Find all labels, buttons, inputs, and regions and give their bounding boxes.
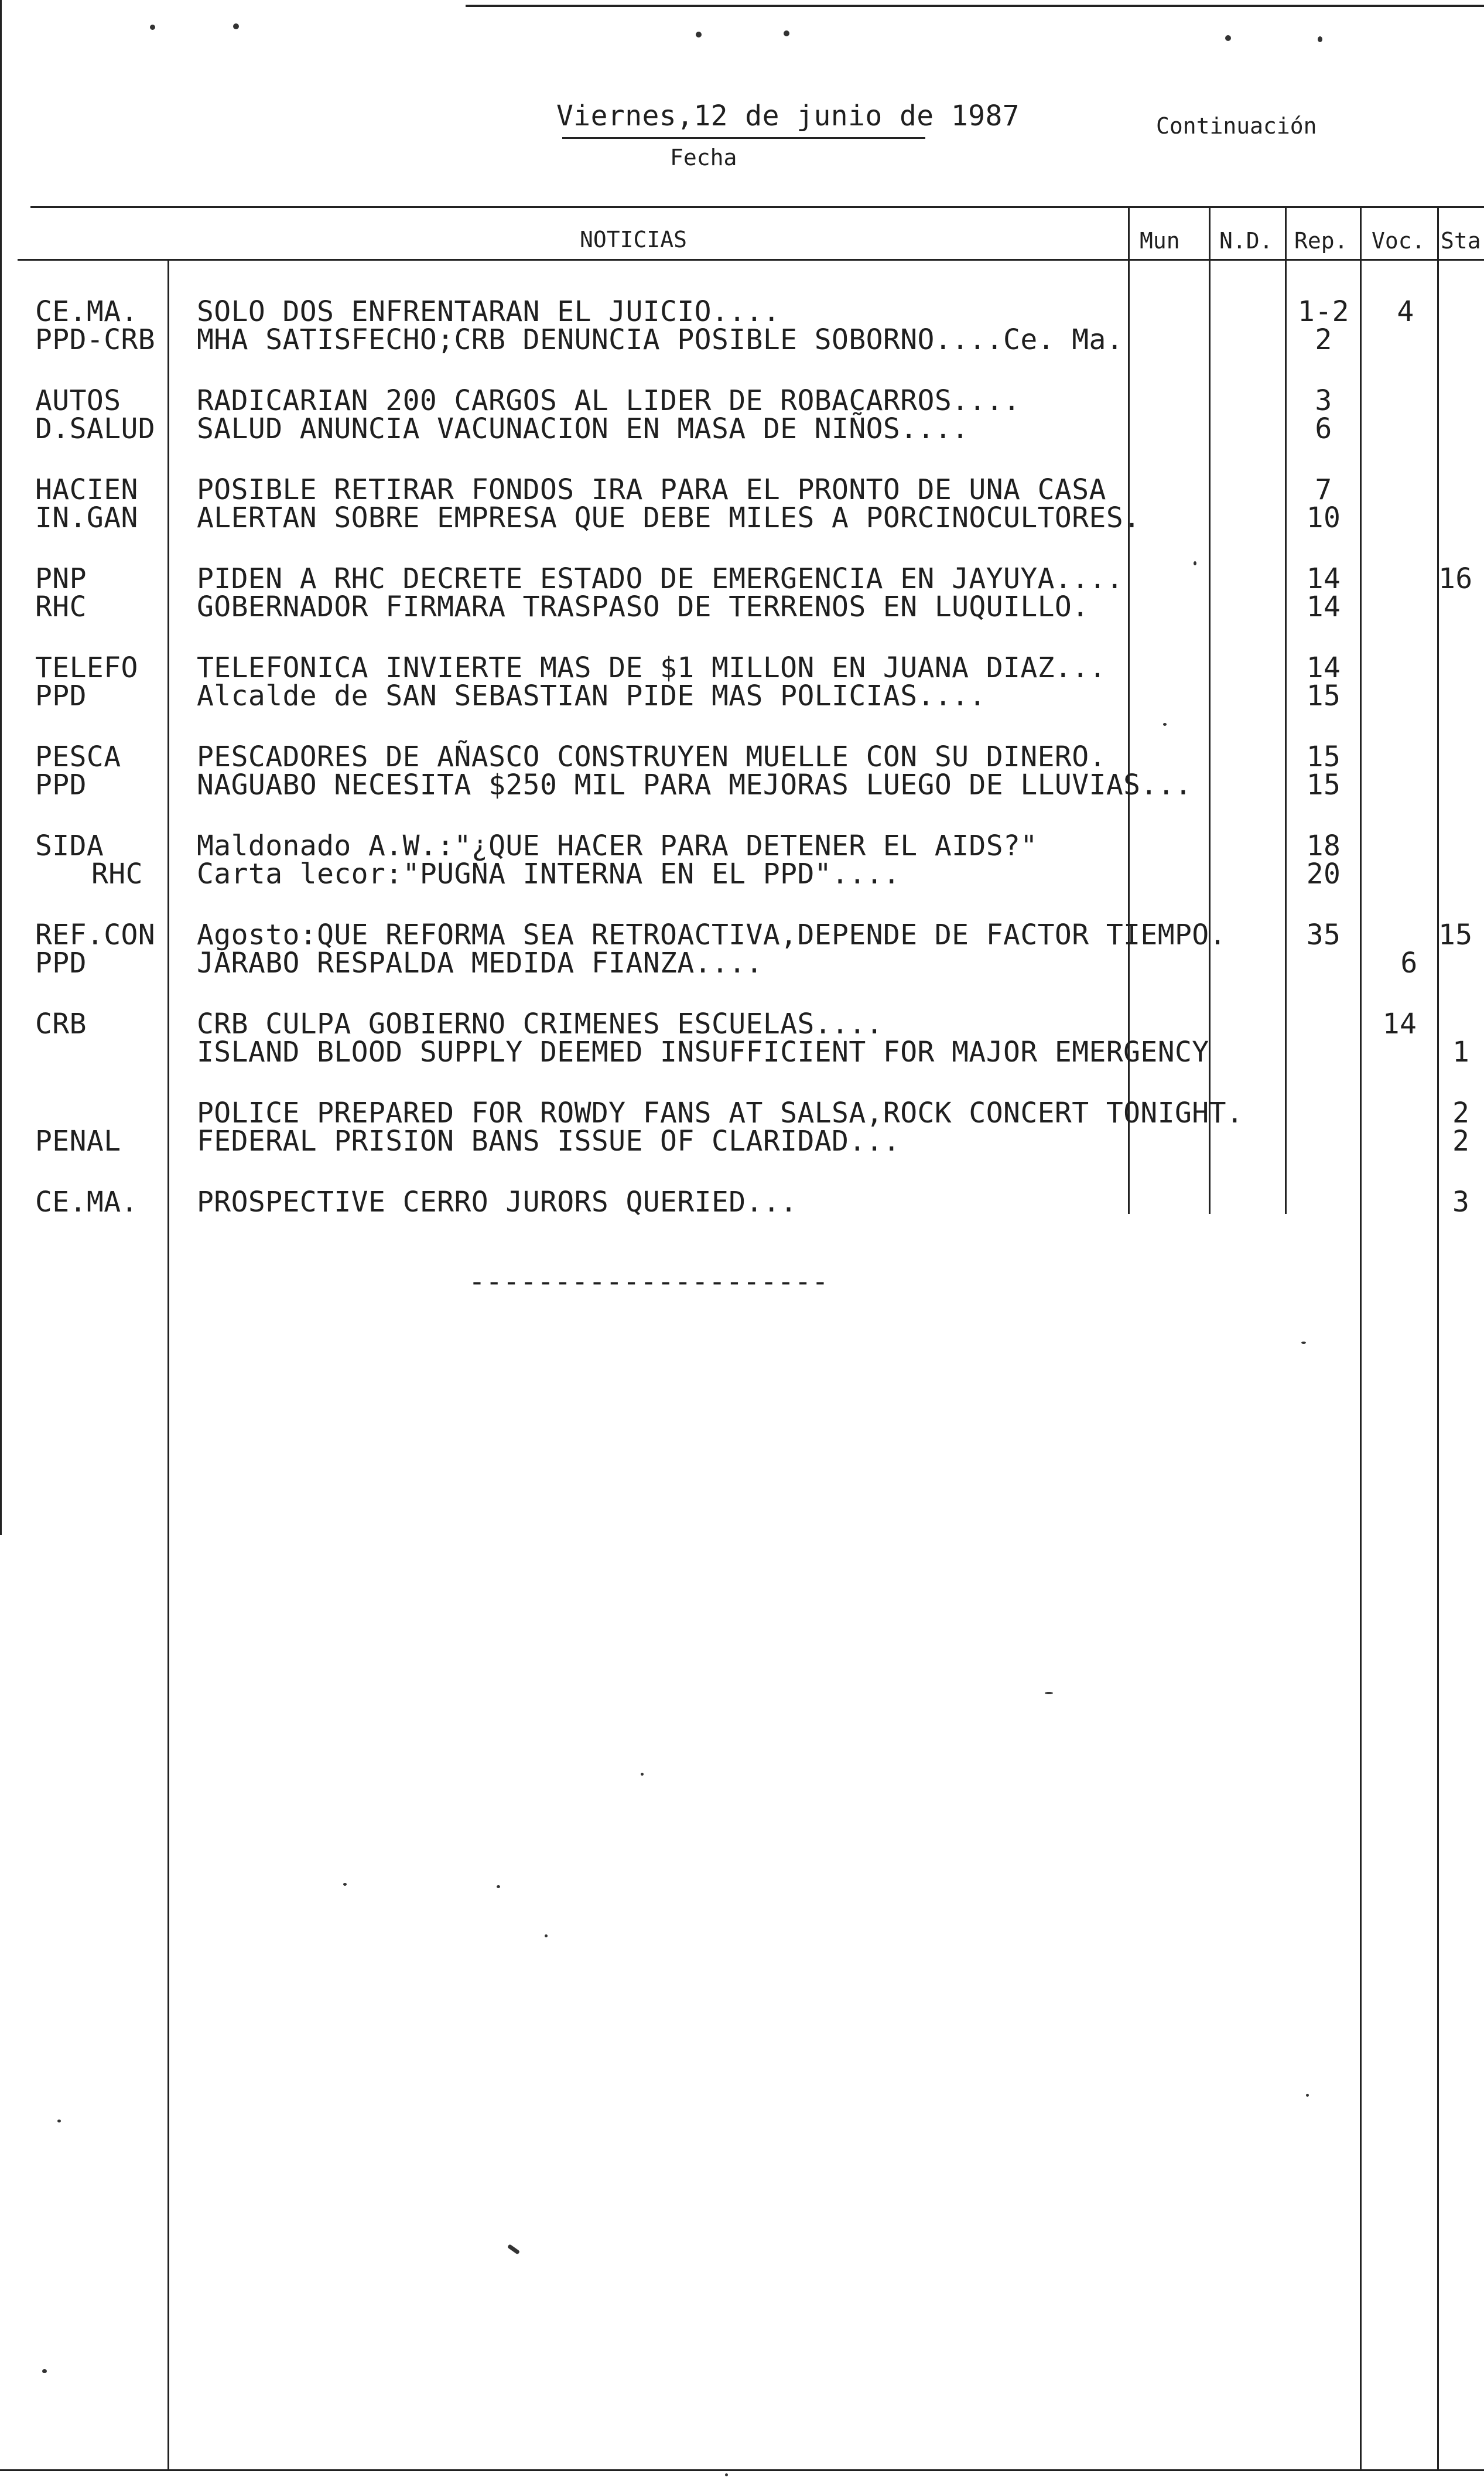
date-caption: Fecha xyxy=(670,145,737,170)
row-voc: 14 xyxy=(1382,1008,1417,1040)
row-tag: TELEFO xyxy=(35,651,138,684)
row-headline: TELEFONICA INVIERTE MAS DE $1 MILLON EN JUANA DIAZ... xyxy=(197,651,1106,684)
row-rep: 10 xyxy=(1306,501,1341,534)
row-headline: NAGUABO NECESITA $250 MIL PARA MEJORAS LUEGO DE LLUVIAS... xyxy=(197,769,1192,801)
row-tag: PESCA xyxy=(35,740,121,773)
row-tag: PENAL xyxy=(35,1125,121,1158)
row-headline: POLICE PREPARED FOR ROWDY FANS AT SALSA,ROCK CONCERT TONIGHT. xyxy=(197,1097,1244,1129)
column-header-voc: Voc. xyxy=(1372,228,1425,254)
column-header-mun: Mun xyxy=(1140,228,1180,254)
row-tag: SIDA xyxy=(35,830,104,862)
table-header-rule xyxy=(18,259,1484,261)
column-header-nd: N.D. xyxy=(1219,228,1273,254)
row-headline: Carta lecor:"PUGNA INTERNA EN EL PPD".... xyxy=(197,858,901,890)
row-sta: 2 xyxy=(1452,1097,1470,1129)
row-tag: D.SALUD xyxy=(35,412,156,445)
row-tag: RHC xyxy=(35,591,87,623)
scan-speck xyxy=(150,25,155,30)
scan-speck xyxy=(1225,35,1231,41)
row-headline: PESCADORES DE AÑASCO CONSTRUYEN MUELLE CON SU DINERO. xyxy=(197,740,1106,773)
row-rep: 14 xyxy=(1306,591,1341,623)
row-tag: AUTOS xyxy=(35,384,121,417)
row-headline: FEDERAL PRISION BANS ISSUE OF CLARIDAD... xyxy=(197,1125,901,1158)
row-rep: 35 xyxy=(1306,919,1341,951)
row-headline: PROSPECTIVE CERRO JURORS QUERIED... xyxy=(197,1186,798,1219)
row-tag: REF.CON xyxy=(35,919,156,951)
row-tag: CE.MA. xyxy=(35,295,138,328)
report-date: Viernes,12 de junio de 1987 xyxy=(556,100,1020,132)
row-sta: 1 xyxy=(1452,1036,1470,1069)
row-rep: 2 xyxy=(1315,323,1332,356)
scan-speck xyxy=(1306,2094,1309,2097)
scan-speck xyxy=(696,32,702,37)
column-header-rep: Rep. xyxy=(1294,228,1348,254)
row-sta: 16 xyxy=(1438,562,1473,595)
row-headline: JARABO RESPALDA MEDIDA FIANZA.... xyxy=(197,947,763,980)
row-headline: CRB CULPA GOBIERNO CRIMENES ESCUELAS.... xyxy=(197,1008,883,1040)
scan-speck xyxy=(725,2473,728,2476)
row-rep: 7 xyxy=(1315,473,1332,506)
row-rep: 3 xyxy=(1315,384,1332,417)
row-headline: SALUD ANUNCIA VACUNACION EN MASA DE NIÑOS.... xyxy=(197,412,969,445)
row-headline: Agosto:QUE REFORMA SEA RETROACTIVA,DEPENDE DE FACTOR TIEMPO. xyxy=(197,919,1226,951)
row-tag: CRB xyxy=(35,1008,87,1040)
date-underline xyxy=(562,137,925,139)
row-tag: PPD-CRB xyxy=(35,323,156,356)
scan-speck xyxy=(1194,561,1196,565)
row-headline: Alcalde de SAN SEBASTIAN PIDE MAS POLICIAS.... xyxy=(197,680,986,712)
row-headline: GOBERNADOR FIRMARA TRASPASO DE TERRENOS EN LUQUILLO. xyxy=(197,591,1089,623)
row-tag: PPD xyxy=(35,947,87,980)
scan-speck xyxy=(784,30,789,36)
row-tag: CE.MA. xyxy=(35,1186,138,1219)
scan-speck xyxy=(641,1773,644,1776)
scan-speck xyxy=(42,2369,47,2373)
scan-speck xyxy=(1318,36,1322,42)
row-tag: RHC xyxy=(91,858,143,890)
row-headline: SOLO DOS ENFRENTARAN EL JUICIO.... xyxy=(197,295,781,328)
scan-speck xyxy=(1301,1342,1306,1344)
row-headline: PIDEN A RHC DECRETE ESTADO DE EMERGENCIA EN JAYUYA.... xyxy=(197,562,1124,595)
row-rep: 14 xyxy=(1306,562,1341,595)
row-rep: 18 xyxy=(1306,830,1341,862)
row-rep: 14 xyxy=(1306,651,1341,684)
scan-speck xyxy=(343,1883,347,1886)
table-top-rule xyxy=(30,206,1484,208)
row-rep: 1-2 xyxy=(1298,295,1349,328)
row-tag: PPD xyxy=(35,769,87,801)
scan-speck xyxy=(507,2244,520,2254)
row-voc: 4 xyxy=(1397,295,1414,328)
row-headline: ISLAND BLOOD SUPPLY DEEMED INSUFFICIENT FOR MAJOR EMERGENCY xyxy=(197,1036,1209,1069)
left-edge-line xyxy=(0,0,2,1535)
row-tag: IN.GAN xyxy=(35,501,138,534)
row-rep: 15 xyxy=(1306,680,1341,712)
voc-column-divider xyxy=(1360,206,1362,2470)
sta-column-divider xyxy=(1437,206,1439,2470)
column-header-sta: Sta xyxy=(1441,228,1481,254)
scan-speck xyxy=(545,1934,548,1937)
scan-speck xyxy=(1163,723,1167,726)
end-of-list-rule: --------------------- xyxy=(469,1265,829,1298)
row-headline: POSIBLE RETIRAR FONDOS IRA PARA EL PRONTO DE UNA CASA xyxy=(197,473,1106,506)
tag-column-divider xyxy=(167,261,169,2470)
row-headline: RADICARIAN 200 CARGOS AL LIDER DE ROBACARROS.... xyxy=(197,384,1021,417)
scan-speck xyxy=(233,23,239,29)
row-sta: 15 xyxy=(1438,919,1473,951)
row-tag: PPD xyxy=(35,680,87,712)
row-rep: 15 xyxy=(1306,769,1341,801)
row-tag: PNP xyxy=(35,562,87,595)
row-sta: 3 xyxy=(1452,1186,1470,1219)
rep-column-divider xyxy=(1285,206,1287,1214)
top-edge-rule xyxy=(466,5,1484,7)
row-headline: ALERTAN SOBRE EMPRESA QUE DEBE MILES A PORCINOCULTORES. xyxy=(197,501,1141,534)
scan-speck xyxy=(57,2120,61,2122)
row-rep: 6 xyxy=(1315,412,1332,445)
scan-speck xyxy=(1045,1692,1053,1694)
row-headline: Maldonado A.W.:"¿QUE HACER PARA DETENER EL AIDS?" xyxy=(197,830,1038,862)
row-sta: 2 xyxy=(1452,1125,1470,1158)
row-rep: 20 xyxy=(1306,858,1341,890)
row-headline: MHA SATISFECHO;CRB DENUNCIA POSIBLE SOBORNO....Ce. Ma. xyxy=(197,323,1124,356)
row-voc: 6 xyxy=(1400,947,1418,980)
column-header-noticias: NOTICIAS xyxy=(580,227,688,252)
table-bottom-rule xyxy=(0,2469,1484,2471)
row-rep: 15 xyxy=(1306,740,1341,773)
scan-speck xyxy=(497,1885,500,1888)
continuation-label: Continuación xyxy=(1156,113,1317,139)
row-tag: HACIEN xyxy=(35,473,138,506)
